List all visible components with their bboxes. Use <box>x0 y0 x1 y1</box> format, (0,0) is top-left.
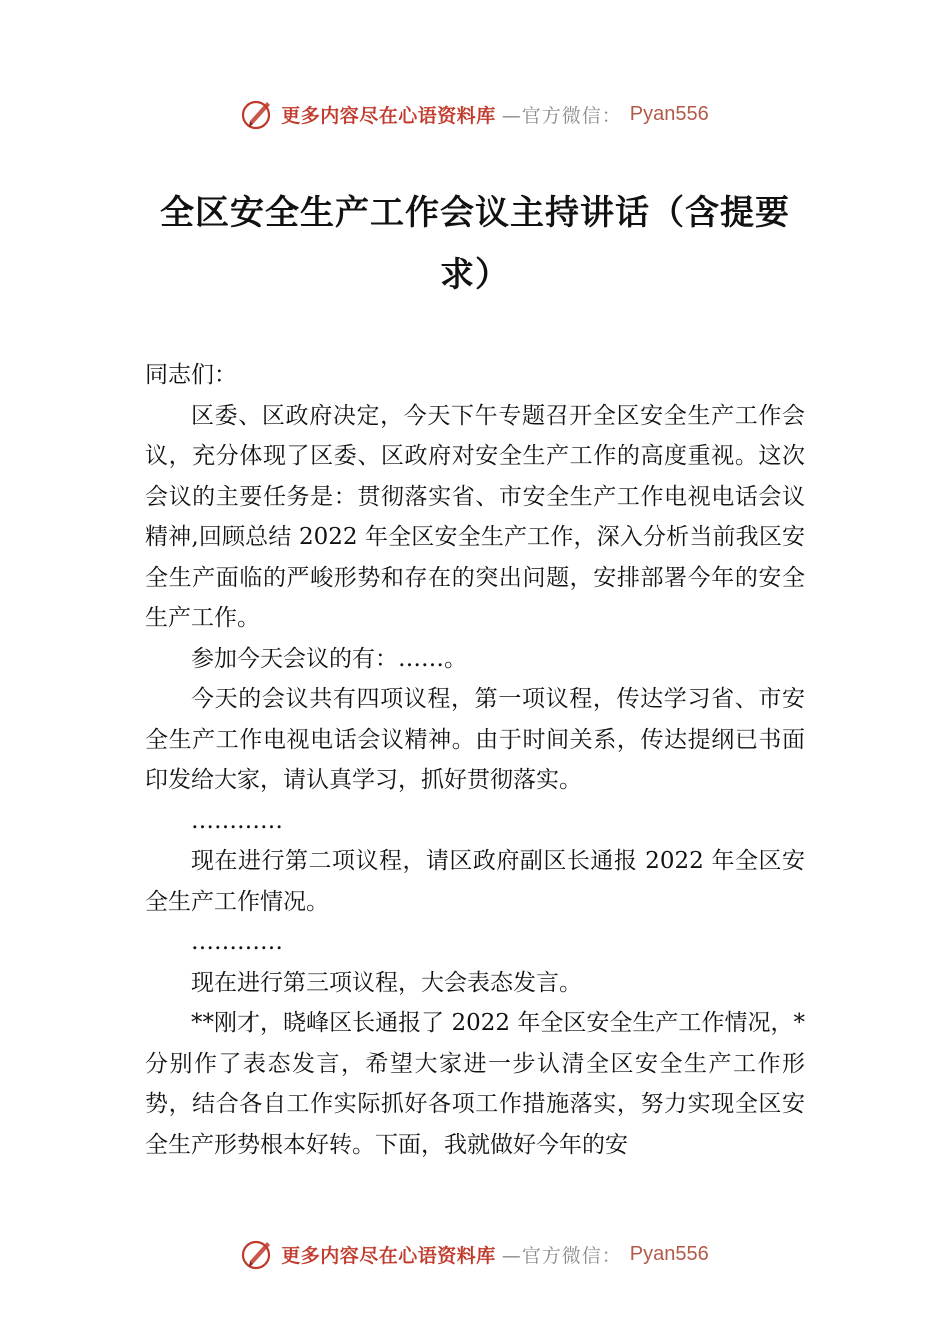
paragraph: **刚才，晓峰区长通报了 2022 年全区安全生产工作情况，*分别作了表态发言，希望大家进一步认清全区安全生产工作形势，结合各自工作实际抓好各项工作措施落实，努力实现全区安全生产形势根本好转。下面，我就做好今年的安 <box>145 1010 805 1158</box>
footer-wechat-label: —官方微信： <box>501 1244 622 1267</box>
header-wechat-label: —官方微信： <box>501 104 622 127</box>
paragraph: 现在进行第二项议程，请区政府副区长通报 2022 年全区安全生产工作情况。 <box>145 848 805 915</box>
ellipsis-line: ………… <box>191 929 283 955</box>
document-body <box>145 355 805 1165</box>
header-banner <box>0 94 950 134</box>
header-wechat-id: Pyan556 <box>629 102 709 125</box>
footer-brand-text: 更多内容尽在心语资料库 <box>281 1244 496 1267</box>
paragraph: 现在进行第三项议程，大会表态发言。 <box>191 969 582 996</box>
header-brand-text: 更多内容尽在心语资料库 <box>281 104 496 127</box>
footer-wechat-id: Pyan556 <box>629 1242 709 1265</box>
salutation: 同志们： <box>145 362 237 388</box>
paragraph: 参加今天会议的有：……。 <box>191 645 467 672</box>
footer-banner <box>0 1234 950 1274</box>
document-title: 全区安全生产工作会议主持讲话（含提要求） <box>160 193 790 295</box>
paragraph: 今天的会议共有四项议程，第一项议程，传达学习省、市安全生产工作电视电话会议精神。由于时间关系，传达提纲已书面印发给大家，请认真学习，抓好贯彻落实。 <box>145 686 805 793</box>
quill-logo-icon <box>241 1237 275 1271</box>
ellipsis-line: ………… <box>191 807 283 834</box>
quill-logo-icon <box>241 97 275 131</box>
paragraph: 区委、区政府决定，今天下午专题召开全区安全生产工作会议，充分体现了区委、区政府对安全生产工作的高度重视。这次会议的主要任务是：贯彻落实省、市安全生产工作电视电话会议精神,回顾总结 2022 年全区安全生产工作，深入分析当前我区安全生产面临的严峻形势和存在的突出问题，安排部署今年的安全生产工作。 <box>145 402 805 631</box>
